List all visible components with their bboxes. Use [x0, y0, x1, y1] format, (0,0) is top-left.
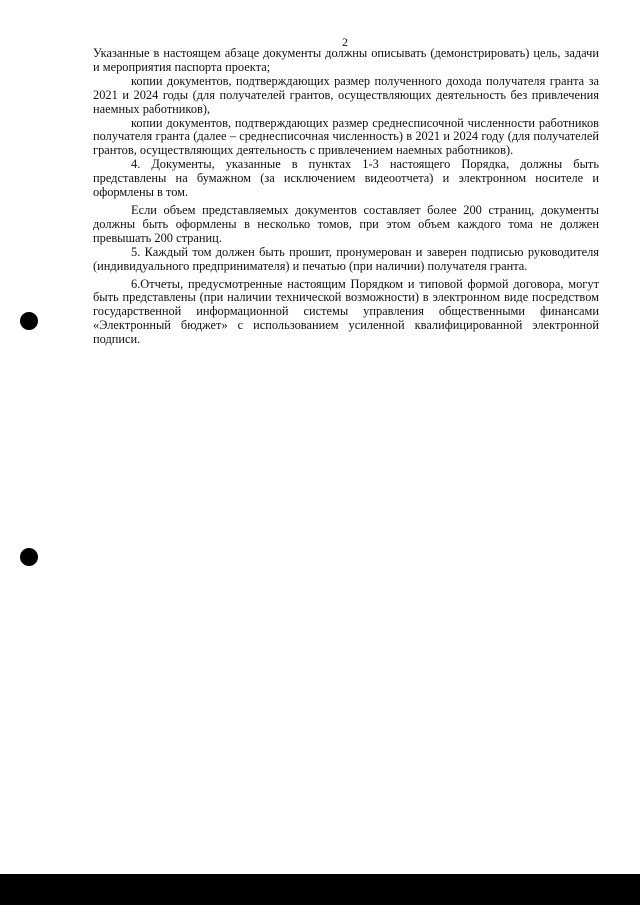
- paragraph: копии документов, подтверждающих размер полученного дохода получателя гранта за 2021 и 2024 годы (для получателей грантов, осуществляющих деятельность без привлечения наемных работников),: [93, 73, 599, 116]
- punch-hole-mark: [20, 548, 38, 566]
- page-number: 2: [342, 35, 348, 49]
- paragraph: 5. Каждый том должен быть прошит, пронумерован и заверен подписью руководителя (индивидуального предпринимателя) и печатью (при наличии) получателя гранта.: [93, 244, 599, 273]
- document-body: [93, 47, 599, 347]
- paragraph: Указанные в настоящем абзаце документы должны описывать (демонстрировать) цель, задачи и мероприятия паспорта проекта;: [93, 46, 599, 74]
- punch-hole-mark: [20, 312, 38, 330]
- paragraph: 6.Отчеты, предусмотренные настоящим Порядком и типовой формой договора, могут быть представлены (при наличии технической возможности) в электронном виде посредством государственной информационной системы управления общественными финансами «Электронный бюджет» с использованием усиленной квалифицированной электронной подписи.: [93, 276, 599, 347]
- paragraph: Если объем представляемых документов составляет более 200 страниц, документы должны быть оформлены в несколько томов, при этом объем каждого тома не должен превышать 200 страниц.: [93, 202, 599, 245]
- paragraph: 4. Документы, указанные в пунктах 1-3 настоящего Порядка, должны быть представлены на бумажном (за исключением видеоотчета) и электронном носителе и оформлены в том.: [93, 157, 599, 200]
- scan-border-bar: [0, 874, 640, 905]
- paragraph: копии документов, подтверждающих размер среднесписочной численности работников получателя гранта (далее – среднесписочная численность) в 2021 и 2024 году (для получателей грантов, осуществляющих деятельность с привлечением наемных работников).: [93, 115, 599, 158]
